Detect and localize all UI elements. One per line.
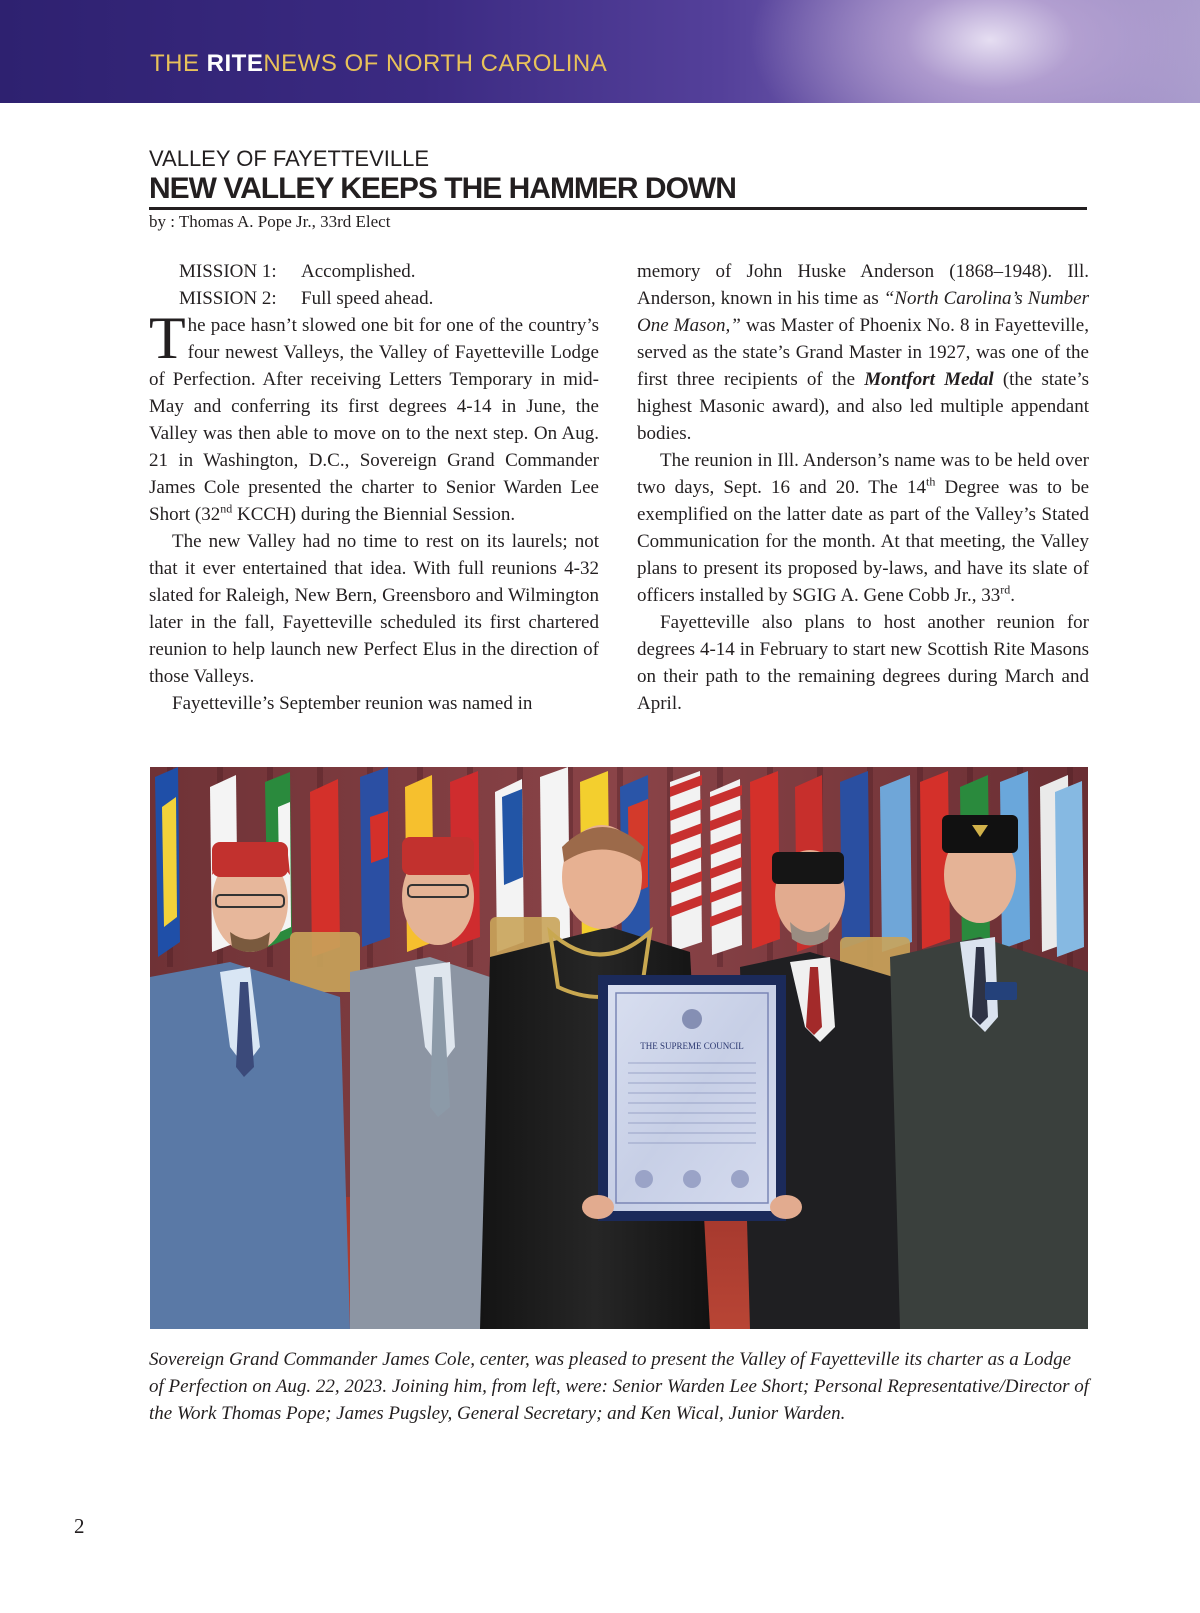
paragraph-text: The reunion in Ill. Anderson’s name was to be held over two days, Sept. 16 and 20. The 14 <box>637 450 1089 498</box>
photo-illustration <box>150 767 1088 1329</box>
superscript: rd <box>1000 582 1011 597</box>
paragraph-text: memory of John Huske Anderson (1868–1948). Ill. Anderson, known in his time as <box>637 261 1089 309</box>
paragraph-text: . <box>1010 585 1015 606</box>
paragraph-text: Degree was to be exemplified on the latter date as part of the Valley’s Stated Communication for the month. At that meeting, the Valley plans to present its proposed by-laws, and have its slate of officers installed by SGIG A. Gene Cobb Jr., 33 <box>637 477 1089 606</box>
mission-value: Full speed ahead. <box>301 288 434 309</box>
drop-cap: T <box>149 305 186 371</box>
charter-certificate <box>582 975 802 1221</box>
photo-caption: Sovereign Grand Commander James Cole, center, was pleased to present the Valley of Fayetteville its charter as a Lodge of Perfection on Aug. 22, 2023. Joining him, from left, were: Senior Warden Lee Short; Personal Representative/Director of the Work Thomas Pope; James Pugsley, General Secretary; and Ken Wical, Junior Warden. <box>149 1349 1090 1424</box>
group-photo <box>150 767 1088 1329</box>
paragraph-text: was Master of Phoenix No. 8 in Fayetteville, served as the state’s Grand Master in 1927, was one of the first three recipients of the <box>637 315 1089 390</box>
article-paragraph-3 <box>149 690 599 717</box>
paragraph-text: Fayetteville’s September reunion was named in <box>172 693 533 714</box>
medal-name: Montfort Medal <box>864 369 994 390</box>
article-column-right <box>637 258 1089 717</box>
article-paragraph-4 <box>637 447 1089 609</box>
mission-value: Accomplished. <box>301 261 416 282</box>
mission-line-2 <box>149 285 599 312</box>
article-paragraph-3-continued <box>637 258 1089 447</box>
mission-line-1 <box>149 258 599 285</box>
mission-label: MISSION 1: <box>179 261 277 282</box>
article-byline: by : Thomas A. Pope Jr., 33rd Elect <box>149 212 391 231</box>
article-paragraph-1 <box>149 305 599 528</box>
article-column-left <box>149 258 599 717</box>
masthead-banner <box>0 0 1200 103</box>
certificate-heading: THE SUPREME COUNCIL <box>640 1041 744 1051</box>
publication-title-suffix: NEWS OF NORTH CAROLINA <box>263 50 608 77</box>
publication-title-prefix: THE <box>150 50 207 77</box>
quote-text: “North Carolina’s Number One Mason,” <box>637 288 1090 336</box>
article-headline: NEW VALLEY KEEPS THE HAMMER DOWN <box>149 171 1087 210</box>
paragraph-text: he pace hasn’t slowed one bit for one of the country’s four newest Valleys, the Valley of Fayetteville Lodge of Perfection. After receiving Letters Temporary in mid-May and conferring its first degrees 4-14 in June, the Valley was then able to move on to the next step. On Aug. 21 in Washington, D.C., Sovereign Grand Commander James Cole presented the charter to Senior Warden Lee Short (32 <box>149 315 599 525</box>
paragraph-text: (the state’s highest Masonic award), and also led multiple appendant bodies. <box>637 369 1089 444</box>
superscript: nd <box>220 501 233 516</box>
article-paragraph-2: The new Valley had no time to rest on its laurels; not that it ever entertained that idea. With full reunions 4-32 slated for Raleigh, New Bern, Greensboro and Wilmington later in the fall, Fayetteville scheduled its first chartered reunion to help launch new Perfect Elus in the direction of those Valleys. <box>149 531 599 687</box>
article-kicker: VALLEY OF FAYETTEVILLE <box>149 146 430 171</box>
superscript: th <box>925 474 936 489</box>
publication-title <box>150 50 607 78</box>
paragraph-text: KCCH) during the Biennial Session. <box>232 504 516 525</box>
page-number: 2 <box>74 1514 85 1538</box>
publication-title-rite: RITE <box>206 50 264 77</box>
article-paragraph-5: Fayetteville also plans to host another reunion for degrees 4-14 in February to start new Scottish Rite Masons on their path to the remaining degrees during March and April. <box>637 612 1089 714</box>
mission-label: MISSION 2: <box>179 288 277 309</box>
